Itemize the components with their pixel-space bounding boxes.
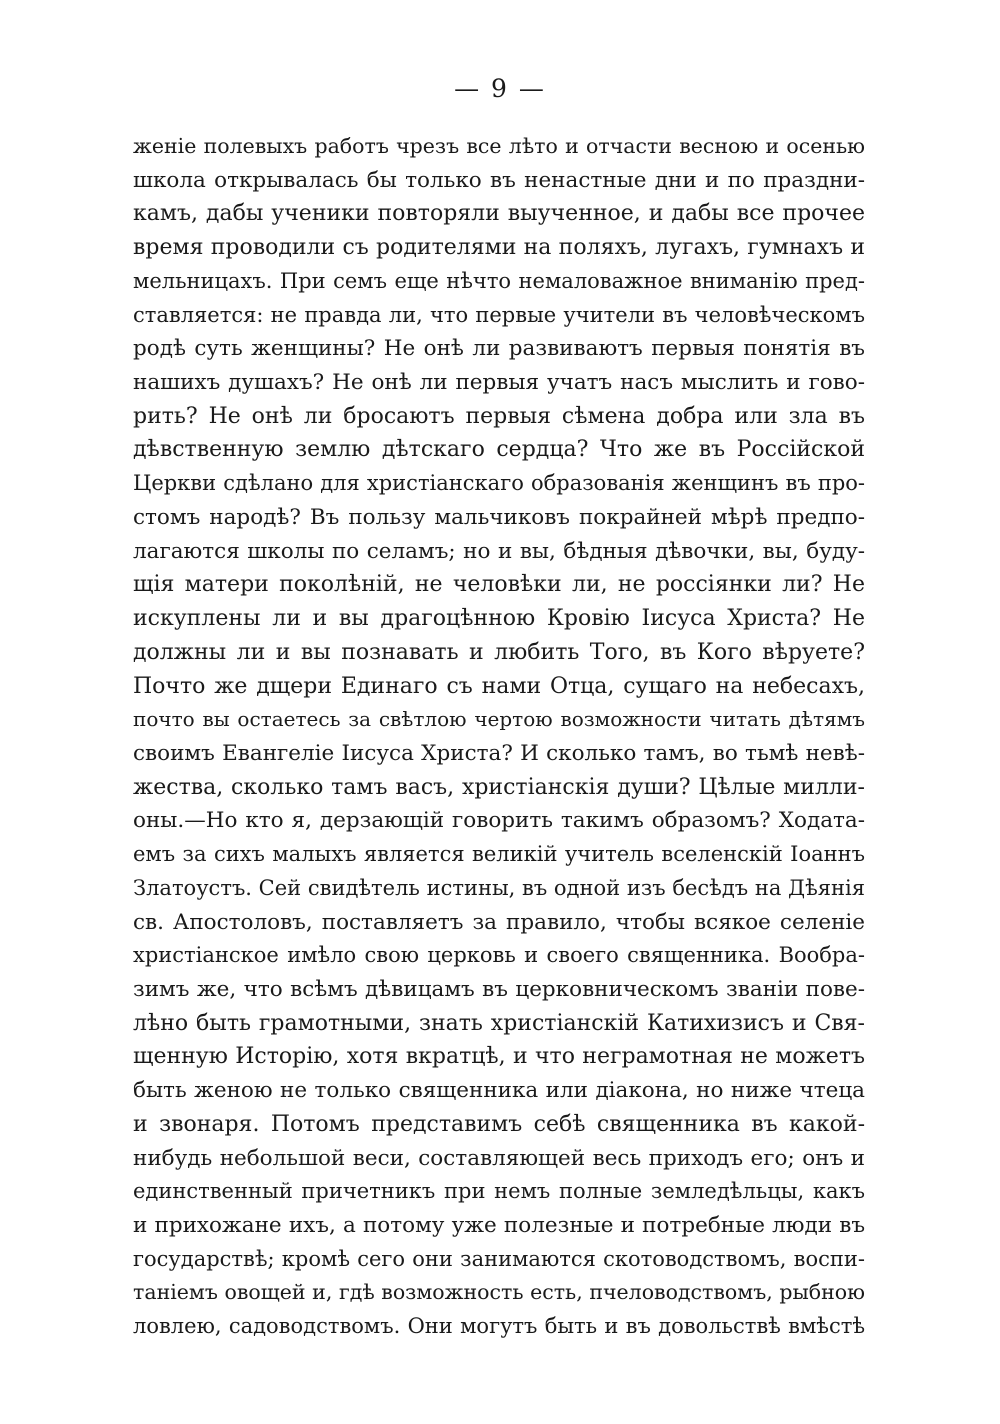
text-line: ставляется: не правда ли, что первые учители въ человѣческомъ (133, 302, 865, 327)
text-line: мельницахъ. При семъ еще нѣчто немаловажное вниманію пред- (133, 268, 865, 293)
text-line: нибудь небольшой веси, составляющей весь приходъ его; онъ и (133, 1145, 865, 1171)
text-line: искуплены ли и вы драгоцѣнною Кровію Іисуса Христа? Не (133, 606, 865, 632)
text-line: нашихъ душахъ? Не онѣ ли первыя учатъ насъ мыслить и гово- (133, 370, 865, 396)
text-line: таніемъ овощей и, гдѣ возможность есть, пчеловодствомъ, рыбною (133, 1280, 865, 1305)
text-line: емъ за сихъ малыхъ является великій учитель вселенскій Іоаннъ (133, 842, 865, 867)
text-line: лѣно быть грамотными, знать христіанскій Катихизисъ и Свя- (133, 1010, 865, 1036)
page-number: — 9 — (454, 74, 546, 103)
text-line: зимъ же, что всѣмъ дѣвицамъ въ церковническомъ званіи повe- (133, 976, 865, 1002)
text-line: быть женою не только священника или діакона, но ниже чтеца (133, 1078, 865, 1104)
text-line: время проводили съ родителями на поляхъ, лугахъ, гумнахъ и (133, 235, 865, 261)
text-line: государствѣ; кромѣ сего они занимаются скотоводствомъ, воспи- (133, 1246, 865, 1271)
text-line: своимъ Евангеліе Іисуса Христа? И сколько тамъ, во тьмѣ невѣ- (133, 740, 865, 766)
body-text (133, 130, 865, 1344)
text-line: Церкви сдѣлано для христіанскаго образованія женщинъ въ про- (133, 471, 865, 496)
text-line: св. Апостоловъ, поставляетъ за правило, чтобы всякое селеніе (133, 909, 865, 935)
text-line: родѣ суть женщины? Не онѣ ли развиваютъ первыя понятія въ (133, 336, 865, 362)
text-line: щія матери поколѣній, не человѣки ли, не россіянки ли? Не (133, 572, 865, 598)
text-line: школа открывалась бы только въ ненастные дни и по праздни- (133, 167, 865, 193)
text-line: и звонаря. Потомъ представимъ себѣ священника въ какой- (133, 1111, 865, 1137)
text-line: стомъ народѣ? Въ пользу мальчиковъ покрайней мѣрѣ предпо- (133, 504, 865, 530)
text-line: должны ли и вы познавать и любить Того, въ Кого вѣруете? (133, 639, 865, 665)
text-line: единственный причетникъ при немъ полные земледѣльцы, какъ (133, 1179, 865, 1204)
text-line: и прихожане ихъ, а потому уже полезные и потребные люди въ (133, 1213, 865, 1238)
text-line: женіе полевыхъ работъ чрезъ все лѣто и отчасти весною и осенью (133, 134, 865, 158)
text-line: ловлею, садоводствомъ. Они могутъ быть и въ довольствѣ вмѣстѣ (133, 1314, 865, 1339)
text-line: дѣвственную землю дѣтскаго сердца? Что же въ Россійской (133, 437, 865, 463)
text-line: почто вы остаетесь за свѣтлою чертою возможности читать дѣтямъ (133, 707, 865, 732)
text-line: Почто же дщери Единаго съ нами Отца, сущаго на небесахъ, (133, 673, 865, 699)
text-line: лагаются школы по селамъ; но и вы, бѣдныя дѣвочки, вы, буду- (133, 538, 865, 564)
text-line: жества, сколько тамъ васъ, христіанскія души? Цѣлые милли- (133, 774, 865, 800)
text-line: камъ, дабы ученики повторяли выученное, и дабы все прочее (133, 201, 865, 227)
text-line: щенную Исторію, хотя вкратцѣ, и что неграмотная не можетъ (133, 1044, 865, 1070)
text-line: христіанское имѣло свою церковь и своего священника. Вообра- (133, 943, 865, 968)
text-line: оны.—Но кто я, дерзающій говорить такимъ образомъ? Ходата- (133, 808, 865, 834)
text-line: Златоустъ. Сей свидѣтель истины, въ одной изъ бесѣдъ на Дѣянія (133, 875, 865, 900)
text-line: рить? Не онѣ ли бросаютъ первыя сѣмена добра или зла въ (133, 403, 865, 429)
